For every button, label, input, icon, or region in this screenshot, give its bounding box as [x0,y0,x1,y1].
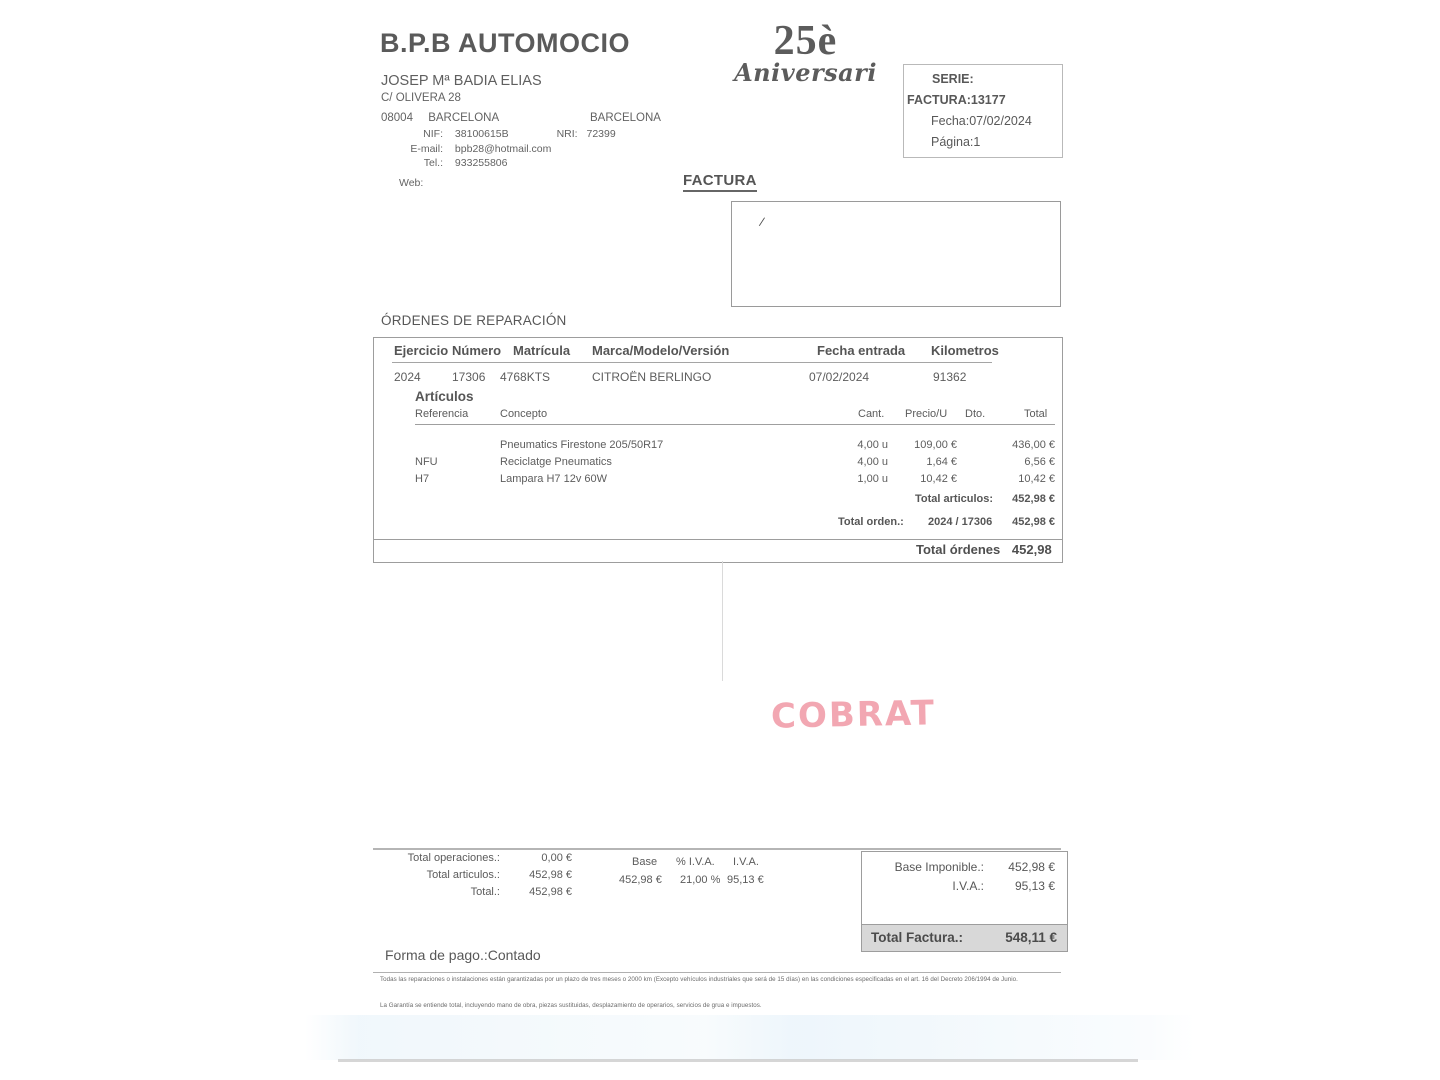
orders-header-rule [392,362,992,363]
document-title: FACTURA [683,172,757,192]
total-operaciones-label: Total operaciones.: [407,852,500,864]
iva-summary-value: 95,13 € [1014,879,1055,893]
iva-summary-label: I.V.A.: [952,879,984,893]
company-tel-row [399,157,507,169]
item-referencia: H7 [415,473,430,485]
order-matricula: 4768KTS [500,370,551,384]
page-fold-line [722,561,723,681]
item-total: 6,56 € [1024,456,1055,468]
total-articulos-bottom-value: 452,98 € [529,869,572,881]
total-factura-row [861,924,1068,952]
company-street: C/ OLIVERA 28 [381,92,461,104]
factura-number-row [904,90,1062,111]
fecha-label: Fecha: [931,114,970,128]
serie-row [904,69,1062,90]
item-concepto: Lampara H7 12v 60W [500,473,607,485]
serie-label: SERIE: [932,72,974,86]
col-header-concepto: Concepto [500,408,548,420]
scan-edge-artifact [338,1059,1138,1062]
legal-text-line2: La Garantía se entiende total, incluyendo mano de obra, piezas sustituidas, desplazamiento de operarios, servicios de grua e impuestos. [380,1002,762,1009]
base-imponible-value: 452,98 € [1008,860,1055,874]
item-referencia: NFU [415,456,438,468]
summary-box [861,851,1068,927]
company-nif-row [399,128,616,140]
iva-value-percent: 21,00 % [680,874,721,886]
item-total: 436,00 € [1012,439,1055,451]
col-header-ejercicio: Ejercicio [394,343,449,358]
total-operaciones-value: 0,00 € [541,852,572,864]
total-factura-value: 548,11 € [1005,930,1057,945]
total-factura-label: Total Factura.: [871,930,964,945]
table-row [415,439,1055,456]
total-orden-label: Total orden.: [838,516,904,528]
base-imponible-label: Base Imponible.: [894,860,984,874]
total-bottom-label: Total.: [470,886,500,898]
total-articulos-bottom-label: Total articulos.: [426,869,500,881]
factura-label: FACTURA: [907,93,971,107]
tel-value: 933255806 [454,157,508,169]
item-precio: 1,64 € [926,456,957,468]
item-precio: 109,00 € [914,439,957,451]
total-bottom-value: 452,98 € [529,886,572,898]
item-cantidad: 4,00 u [857,456,888,468]
order-marca-modelo: CITROËN BERLINGO [592,370,712,384]
pagina-label: Página: [931,135,974,149]
invoice-meta-box [903,64,1063,158]
iva-value-iva: 95,13 € [727,874,764,886]
nri-value: 72399 [586,128,616,140]
company-city-line [381,112,499,124]
orders-section-title: ÓRDENES DE REPARACIÓN [381,313,567,328]
col-header-precio: Precio/U [905,408,948,420]
company-city: BARCELONA [428,112,500,124]
email-label: E-mail: [410,143,443,155]
iva-header-percent: % I.V.A. [676,856,715,868]
table-row [415,456,1055,473]
order-fecha-entrada: 07/02/2024 [809,370,870,384]
col-header-fecha-entrada: Fecha entrada [817,343,906,358]
company-web-row [399,177,446,189]
col-header-referencia: Referencia [415,408,469,420]
order-kilometros: 91362 [933,370,967,384]
total-ordenes-label: Total órdenes [916,542,1001,557]
nif-value: 38100615B [454,128,509,140]
item-total: 10,42 € [1018,473,1055,485]
footer-divider [373,972,1061,973]
tel-label: Tel.: [423,157,443,169]
total-ordenes-row [916,542,1052,557]
company-province: BARCELONA [590,112,661,124]
total-ordenes-value: 452,98 [1011,542,1052,557]
col-header-numero: Número [452,343,502,358]
total-orden-reference: 2024 / 17306 [928,516,993,528]
pagina-row [904,132,1062,153]
col-header-total: Total [1024,408,1048,420]
company-owner: JOSEP Mª BADIA ELIAS [381,73,542,89]
company-zip: 08004 [381,112,413,124]
item-cantidad: 4,00 u [857,439,888,451]
col-header-cantidad: Cant. [858,408,885,420]
order-numero: 17306 [452,370,486,384]
nri-label: NRI: [556,128,578,140]
customer-address-box [731,201,1061,307]
iva-value-base: 452,98 € [619,874,662,886]
col-header-dto: Dto. [965,408,986,420]
email-value: bpb28@hotmail.com [454,143,552,155]
iva-header-iva: I.V.A. [733,856,759,868]
total-articulos-label: Total articulos: [915,493,994,505]
company-email-row [399,143,551,155]
anniversary-word: Aniversari [734,58,877,87]
item-precio: 10,42 € [920,473,957,485]
table-row [415,473,1055,490]
item-cantidad: 1,00 u [857,473,888,485]
anniversary-logo [718,20,893,86]
anniversary-number: 25è [773,18,838,64]
col-header-marca-modelo: Marca/Modelo/Versión [592,343,730,358]
item-concepto: Reciclatge Pneumatics [500,456,612,468]
fecha-value: 07/02/2024 [969,114,1032,128]
item-concepto: Pneumatics Firestone 205/50R17 [500,439,664,451]
cobrat-stamp: COBRAT [770,693,937,737]
col-header-kilometros: Kilometros [931,343,999,358]
nif-label: NIF: [423,128,443,140]
scan-tint-artifact [305,1015,1195,1060]
factura-value: 13177 [970,93,1006,107]
base-imponible-row [862,857,1067,876]
fecha-row [904,111,1062,132]
col-header-matricula: Matrícula [513,343,571,358]
forma-de-pago: Forma de pago.:Contado [385,947,541,963]
company-name: B.P.B AUTOMOCIO [380,28,631,58]
total-articulos-value: 452,98 € [1012,493,1055,505]
stray-pen-mark: / [759,214,765,230]
totals-divider [373,848,1061,850]
total-orden-value: 452,98 € [1012,516,1055,528]
pagina-value: 1 [973,135,981,149]
articulos-header-rule [415,424,1055,425]
order-ejercicio: 2024 [394,370,421,384]
web-label: Web: [399,177,424,189]
articulos-subtitle: Artículos [415,389,474,404]
iva-header-base: Base [632,856,658,868]
iva-summary-row [862,876,1067,895]
legal-text-line1: Todas las reparaciones o instalaciones están garantizadas por un plazo de tres meses o 2000 km (Excepto vehículos industriales que será de 15 días) en las condiciones especificadas en el art. 16 del Decreto 206/1994 de Junio. [380,976,1018,983]
